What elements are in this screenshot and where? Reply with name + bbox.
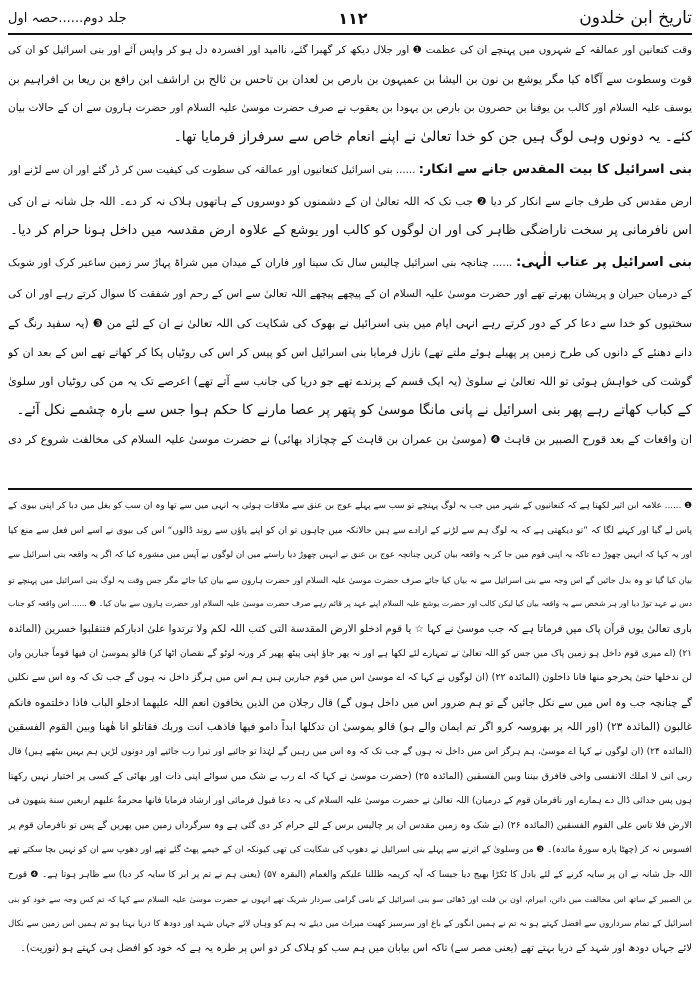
text-line: [8, 425, 692, 454]
footnote-line-text: ۲۱) (اے میری قوم داخل ہو زمین پاک میں جس کو اللہ تعالیٰ نے تمہارے لئے لکھا ہے اور نہ پھر جاؤ اپنی پیٹھ پھیر کر ورنہ لوٹو گے نقصان اٹھا کر) قالو یموسیٰ ان فیها قوماً جبارین وان: [8, 648, 692, 659]
text-line: [8, 338, 692, 367]
footnote-line-text: افسوس نہ کر (چھٹا پارہ سورۂ مائدہ)۔ ❸ من وسلویٰ کے اترنے سے پہلے بنی اسرائیل نے دھوپ کی شکایت کی تھی کیونکہ ان کے خیمے پھٹ گئے تھے اور دھوپ سے ان کو نہیں بچا سکتے تھے: [8, 845, 692, 856]
footnote-line-text: غالبون (المائدہ ۲۳) (اور اللہ پر بھروسہ کرو اگر تم ایمان والے ہو) قالو یموسیٰ ان تدکلها ابداً دامو فیها فاذهب انت وربك فقاتلو انا هٰهنا وبین القوم الفسقین: [8, 721, 692, 734]
text-line: [8, 187, 692, 216]
footnote-line-text: (المائدہ ۲۴) (ان لوگوں نے کہا اے موسیٰ، ہم ہرگز اس میں داخل نہ ہوں گے جب تک کہ وہ اس میں رہیں گے لہٰذا تو جائیے اور تیرا رب جائیے اور دونوں لڑیں ہم یہیں بیٹھے ہیں) قال: [8, 746, 692, 757]
footnote-line-text: ربی انی لا املك الانفسی واخی فافرق بیننا وبین الفسقین (المائدہ ۲۵) (حضرت موسیٰ نے کہا کہ اے رب بے شک میں سوائے اپنی ذات اور بھائی کے کسی پر اختیار نہیں رکھتا: [8, 770, 692, 782]
page-header: [8, 4, 692, 32]
footnote-line-text: اسرائیل کے تمام سرداروں سے افضل کہتے ہو نہ تم نے ہمیں انگور کے باغ اور سرسبز کھیت میراث میں دیئے نہ ہم کو وہاں لائے جہاں شہد اور دودھ کا دریا بہتا ہو تم ہمیں اس زمین سے نکال: [8, 919, 692, 930]
header-rule: [8, 33, 692, 35]
footnote-line: [8, 543, 692, 568]
text-line: [8, 245, 692, 280]
text-line-text: ...... چنانچہ بنی اسرائیل چالیس سال تک سینا اور فاران کے میدان میں شراۃ پہاڑ سر زمین ساعیر کرک اور شوبک: [8, 257, 513, 269]
footnotes: [8, 494, 692, 961]
footnote-line-text: بن الصبیر کے ساتھ اس مخالفت میں داتن، ابیرام، اون بن فلت اور ڈھائی سو بنی اسرائیل کے نامی گرامی سردار شریک تھے انہوں نے حضرت موسیٰ علیہ السلام سے کہا کہ تم کس وجہ سے خود کو بنی: [8, 894, 692, 904]
text-line: [8, 94, 692, 123]
footnote-line: [8, 789, 692, 814]
text-line-text: اس نافرمانی پر سخت ناراضگی ظاہر کی اور ان لوگوں کو کالب اور یوشع کے علاوہ ارض مقدسہ میں داخل ہونا حرام کر دیا۔: [10, 223, 692, 238]
footnote-line-text: پاس لے گیا اور کہنے لگا کہ ”تو دیکھتی ہے کہ یہ لوگ ہم سے لڑنے کے ارادے سے ہیں حالانکہ میں چاہوں تو ان کو اپنے پاؤں سے روند ڈالوں“ اس کی بیوی نے اسے اس فعل سے منع کیا: [8, 525, 692, 536]
footnote-line: [8, 740, 692, 765]
text-line-text: کئے۔ یہ دونوں وہی لوگ ہیں جن کو خدا تعالیٰ نے اپنے انعام خاص سے سرفراز فرمایا تھا۔: [173, 129, 692, 145]
footnote-line-text: اور یہ کہا کہ انہیں چھوڑ دے تاکہ یہ اپنی قوم میں جا کر یہ واقعہ بیان کریں چنانچہ عوج بن عنق نے انہیں چھوڑ دیا راستے میں ان لوگوں نے آپس میں مشورہ کیا کہ اگر یہ واقعہ بنی اسرائیل سے: [8, 550, 692, 561]
text-line-text: دانے دھنئے کے دانوں کی طرح زمین پر پھیلے ہوئے ملتے تھے) نازل فرمایا بنی اسرائیل اس کو پیس کر اس کی روٹیاں پکا کر کھاتے تھے اس کے بعد ان کو: [8, 346, 692, 359]
footnote-line: [8, 838, 692, 863]
footnote-line-text: بیان کیا گیا تو وہ بدل جائیں گے اس وجہ سے بنی اسرائیل سے نہ بیان کیا جائے صرف حضرت موسیٰ علیہ السلام اور حضرت ہارون سے بیان کیا جائے مگر جس وقت یہ لوگ بنی اسرائیل میں پہنچے تو: [8, 574, 692, 585]
footnote-line: [8, 568, 692, 593]
text-line-text: کے کباب کھاتے رہے پھر بنی اسرائیل نے پانی مانگا موسیٰ کو پتھر پر عصا مارنے کا حکم ہوا جس سے بارہ چشمے نکل آئے۔: [16, 402, 692, 418]
footnote-separator: [8, 488, 692, 490]
page-number: ۱۱۲: [338, 8, 368, 28]
footnote-line: [8, 937, 692, 962]
footnote-line-text: اللہ جل شانہ نے ان پر سایہ کرنے کے لئے بادل کا ٹکڑا بھیج دیا جیسا کہ آیہ کریمہ ظللنا علیکم والغمام (البقرہ ۵۷) (یعنی ہم نے تم پر ابر کا سایہ کر دیا) سے ظاہر ہوتا ہے۔ ❹ قورح: [8, 869, 692, 880]
footnote-line: [8, 691, 692, 716]
footnote-line: [8, 494, 692, 519]
text-line: [8, 280, 692, 309]
text-line-text: کے درمیان حیران و پریشان پھرتے تھے اور حضرت موسیٰ علیہ السلام ان کے پیچھے پیچھے اللہ تعالیٰ سے اس کے رحم اور شفقت کا سوال کرتے رہے اور ان کی: [8, 288, 692, 300]
text-line: [8, 367, 692, 396]
footnote-line-text: لائے جہاں دودھ اور شہد کے دریا بہتے تھے (یعنی مصر سے) تاکہ اس بیابان میں ہم سب کو ہلاک کر دو اس پر طرہ یہ ہے کہ خود کو افضل ہی کہتے ہو (توریت)۔: [20, 942, 692, 954]
text-line: [8, 309, 692, 338]
footnote-line: [8, 519, 692, 544]
volume-label: جلد دوم......حصہ اول: [8, 10, 127, 26]
footnote-line-text: باری تعالیٰ یوں قرآن پاک میں فرماتا ہے کہ جب موسیٰ نے کہا ☆ یا قوم ادخلو الارض المقدسة التی کتب اللہ لکم ولا ترتدوا علیٰ ادبارکم فتنقلبوا خسرین (المائدہ: [8, 622, 692, 635]
footnote-line-text: الارض فلا تاس علی القوم الفسقین (المائدہ ۲۶) (بے شک وہ زمین مقدس ان پر چالیس برس کے لئے حرام کر دی گئی ہے وہ سرگرداں زمین میں پھریں گے پس تو نافرمان قوم پر: [8, 819, 692, 831]
footnote-line: [8, 765, 692, 790]
footnote-line-text: گے چنانچہ جب وہ اس میں سے نکل جائیں گے تو ہم ضرور اس میں داخل ہوں گے) قال رجلان من الذین یخافون انعم اللہ علیهما ادخلو الباب فاذا دخلتموه فانکم: [8, 696, 692, 709]
footnote-line: [8, 666, 692, 691]
footnote-line-text: دس نے عہد توڑ دیا اور ہر شخص سے یہ واقعہ بیان کیا لیکن کالب اور حضرت یوشع علیہ السلام اپنے عہد پر قائم رہے صرف حضرت موسیٰ علیہ السلام اور حضرت ہارون سے بیان کیا۔ ❷ ...... اس واقعہ کو جناب: [8, 599, 692, 609]
text-line-text: ارض مقدس کی طرف جانے سے انکار کر دیا ❷ جب تک کہ اللہ تعالیٰ ان کے دشمنوں کو دوسروں کے ہاتھوں ہلاک نہ کر دے۔ اللہ جل شانہ نے ان کی: [8, 195, 692, 208]
footnote-line: [8, 814, 692, 839]
footnote-line-text: لن ندخلها حتیٰ یخرجو منها فانا داخلون (المائدہ ۲۲) (ان لوگوں نے کہا کہ اے موسیٰ اس میں قوم جبارین ہیں ہم اس میں ہرگز داخل نہ ہوں گے جب تک کہ وہ اس سے نکلیں: [8, 672, 692, 684]
footnote-line-text: ہوں پس جدائی ڈال دے ہمارے اور نافرمان قوم کے درمیان) اللہ تعالیٰ نے حضرت موسیٰ علیہ السلام کی یہ دعا قبول فرمائی اور ارشاد فرمایا فانها محرمةٌ علیهم اربعین سنة یتیهون فی: [8, 796, 692, 807]
footnote-line: [8, 863, 692, 888]
text-line: [8, 396, 692, 425]
section-heading: بنی اسرائیل پر عتاب الٰہی:: [516, 255, 692, 270]
footnote-line: [8, 592, 692, 617]
footnote-line: [8, 617, 692, 642]
footnote-line: [8, 888, 692, 913]
main-text: [8, 36, 692, 454]
section-heading: بنی اسرائیل کا بیت المقدس جانے سے انکار:: [418, 162, 692, 177]
text-line: [8, 123, 692, 152]
footnote-line: [8, 715, 692, 740]
text-line: [8, 152, 692, 187]
text-line: [8, 65, 692, 94]
footnote-line-text: ❶ ...... علامہ ابن اثیر لکھتا ہے کہ کنعانیوں کے شہر میں جب یہ لوگ پہنچے تو سب سے پہلے عوج بن عنق سے ملاقات ہوئی یہ انہی میں سے تھا وہ ان سب کو بغل میں دبا کر اپنی بیوی کے: [8, 501, 692, 511]
text-line: [8, 36, 692, 65]
footnote-line: [8, 642, 692, 667]
text-line-text: ان واقعات کے بعد قورح الصبیر بن قاہث ❹ (موسیٰ بن عمران بن قاہث کے چچازاد بھائی) نے حضرت موسیٰ علیہ السلام کی مخالفت شروع کر دی: [8, 433, 692, 446]
text-line: [8, 216, 692, 245]
text-line-text: گوشت کی خواہش ہوئی تو اللہ تعالیٰ نے سلویٰ (یہ ایک قسم کے پرندے تھے جو دریا کی جانب سے آتے تھے) اعرصے تک یہ من کی روٹیاں اور سلویٰ: [8, 375, 692, 388]
text-line-text: یوسف علیہ السلام اور کالب بن یوفنا بن حصرون بن بارص بن یہودا بن یعقوب نے صرف حضرت موسیٰ علیہ السلام اور حضرت ہارون سے ان کے حالات بیان: [8, 102, 692, 114]
text-line-text: سختیوں کو خدا سے دعا کر کے دور کرتے رہے انہی ایام میں بنی اسرائیل نے بھوک کی شکایت کی اللہ تعالیٰ نے ان کے لئے من ❸ (یہ سفید رنگ کے: [8, 317, 692, 330]
text-line-text: ...... بنی اسرائیل کنعانیوں اور عمالقہ کی سطوت کی کیفیت سن کر ڈر گئے اور ان سے لڑنے اور: [8, 164, 416, 176]
footnote-line: [8, 912, 692, 937]
text-line-text: وقت کنعانین اور عمالقہ کے شہروں میں پہنچے ان کی عظمت ❶ اور جلال دیکھ کر گھبرا گئے، ناامید اور افسردہ دل ہو کر واپس آئے اور بنی اسرائیل کو ان کی: [8, 44, 692, 56]
text-line-text: قوت وسطوت سے آگاہ کیا مگر یوشع بن نون بن الیشا بن عمیہون بن بارص بن لعدان بن تاحس بن ثالح بن اراشف ابن رافع بن ریعا بن افراہیم بن: [8, 73, 692, 86]
book-title: تاریخ ابن خلدون: [579, 8, 692, 28]
